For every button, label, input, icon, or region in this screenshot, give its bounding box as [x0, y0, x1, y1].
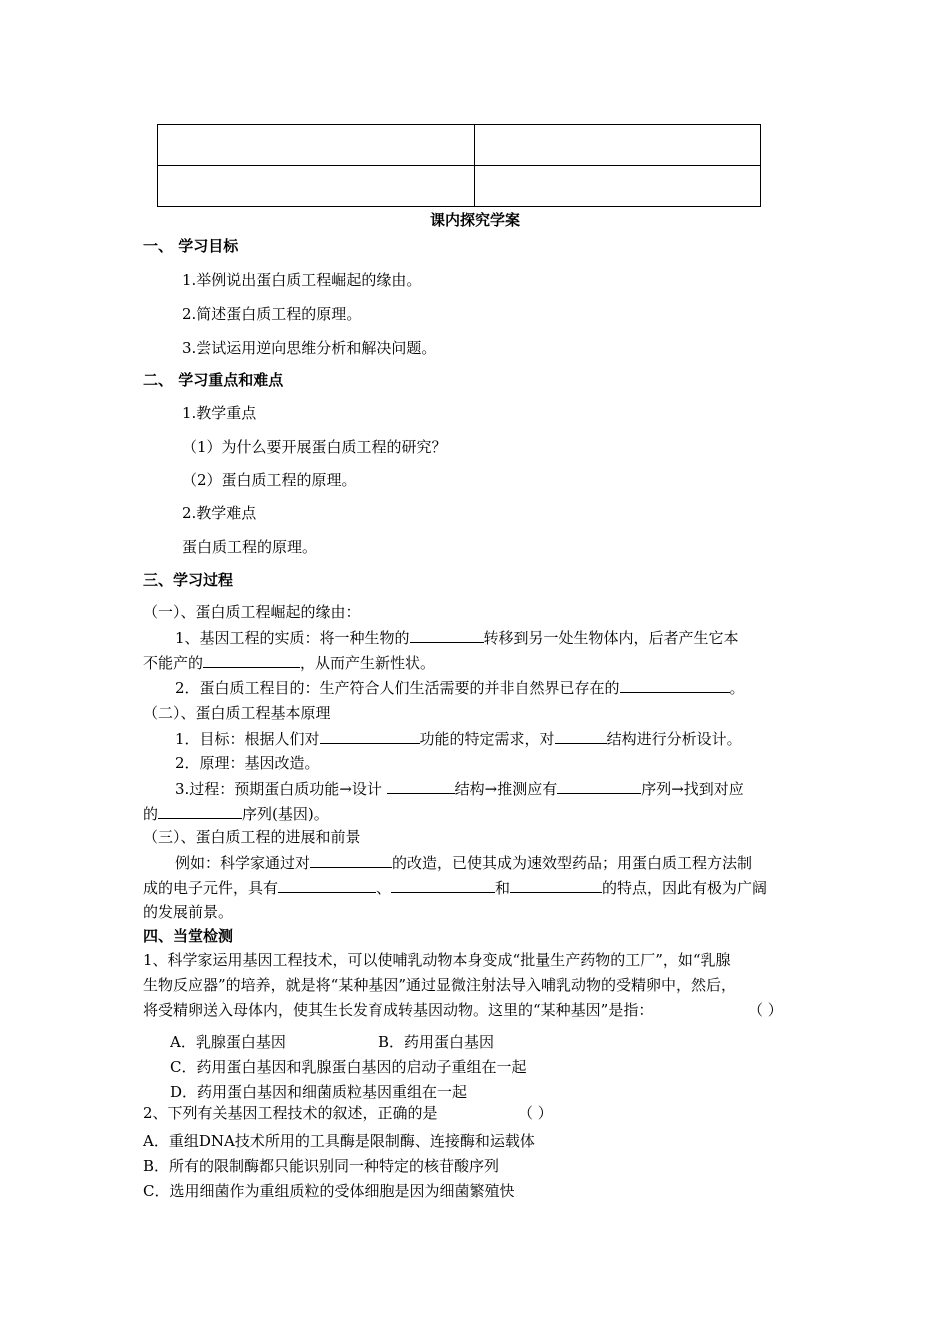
- fill-in-line: 3.过程：预期蛋白质功能→设计 结构→推测应有 序列→找到对应: [175, 780, 744, 798]
- subsection-heading: （三）、蛋白质工程的进展和前景: [143, 828, 361, 846]
- answer-blank[interactable]: [310, 852, 392, 868]
- section-heading-goals: 一、 学习目标: [143, 237, 239, 255]
- section-heading-key-points: 二、 学习重点和难点: [143, 371, 284, 389]
- fill-in-line: 1、基因工程的实质：将一种生物的 转移到另一处生物体内，后者产生它本: [175, 629, 739, 647]
- fill-in-line: 的 序列(基因)。: [143, 805, 329, 823]
- paragraph-line: 的发展前景。: [143, 903, 234, 921]
- goal-item: 1.举例说出蛋白质工程崛起的缘由。: [182, 271, 422, 289]
- header-table: [157, 124, 761, 207]
- option-b: B．所有的限制酶都只能识别同一种特定的核苷酸序列: [143, 1157, 500, 1175]
- option-a: A．乳腺蛋白基因: [170, 1033, 286, 1051]
- fill-in-line: 1．目标：根据人们对 功能的特定需求，对 结构进行分析设计。: [175, 730, 742, 748]
- question-text: 2、下列有关基因工程技术的叙述，正确的是: [143, 1104, 438, 1122]
- answer-bracket[interactable]: （ ）: [518, 1104, 553, 1122]
- answer-blank[interactable]: [555, 728, 607, 744]
- option-d: D．药用蛋白基因和细菌质粒基因重组在一起: [170, 1083, 468, 1101]
- page-title: 课内探究学案: [429, 211, 520, 229]
- subsection-heading: （一）、蛋白质工程崛起的缘由：: [143, 603, 361, 621]
- question-text: 将受精卵送入母体内，使其生长发育成转基因动物。这里的“某种基因”是指：: [143, 1001, 654, 1019]
- fill-in-line: 例如：科学家通过对 的改造，已使其成为速效型药品；用蛋白质工程方法制: [175, 854, 753, 872]
- fill-in-line: 不能产的 ，从而产生新性状。: [143, 654, 436, 672]
- difficulty-label: 2.教学难点: [182, 504, 257, 522]
- answer-blank[interactable]: [278, 877, 376, 893]
- answer-blank[interactable]: [410, 627, 484, 643]
- table-cell: [158, 125, 475, 166]
- goal-item: 2.简述蛋白质工程的原理。: [182, 305, 362, 323]
- answer-blank[interactable]: [557, 778, 641, 794]
- answer-bracket[interactable]: （ ）: [748, 1001, 783, 1019]
- section-heading-process: 三、学习过程: [143, 571, 234, 589]
- table-cell: [475, 125, 761, 166]
- section-heading-quiz: 四、当堂检测: [143, 927, 234, 945]
- question-text: 1、科学家运用基因工程技术，可以使哺乳动物本身变成“批量生产药物的工厂”，如“乳腺: [143, 951, 731, 969]
- fill-in-line: 成的电子元件，具有 、 和 的特点，因此有极为广阔: [143, 879, 768, 897]
- table-cell: [158, 166, 475, 207]
- key-point-label: 1.教学重点: [182, 404, 257, 422]
- fill-in-line: 2．蛋白质工程目的：生产符合人们生活需要的并非自然界已存在的 。: [175, 679, 745, 697]
- answer-blank[interactable]: [387, 778, 455, 794]
- answer-blank[interactable]: [320, 728, 420, 744]
- answer-blank[interactable]: [620, 677, 730, 693]
- answer-blank[interactable]: [510, 877, 602, 893]
- principle-line: 2．原理：基因改造。: [175, 754, 320, 772]
- answer-blank[interactable]: [391, 877, 495, 893]
- key-point-item: （1）为什么要开展蛋白质工程的研究？: [182, 438, 447, 456]
- option-c: C．药用蛋白基因和乳腺蛋白基因的启动子重组在一起: [170, 1058, 527, 1076]
- goal-item: 3.尝试运用逆向思维分析和解决问题。: [182, 339, 437, 357]
- answer-blank[interactable]: [158, 803, 242, 819]
- option-a: A．重组DNA技术所用的工具酶是限制酶、连接酶和运载体: [143, 1132, 535, 1150]
- subsection-heading: （二）、蛋白质工程基本原理: [143, 704, 331, 722]
- option-b: B．药用蛋白基因: [378, 1033, 495, 1051]
- answer-blank[interactable]: [203, 652, 300, 668]
- question-text: 生物反应器”的培养，就是将“某种基因”通过显微注射法导入哺乳动物的受精卵中，然后，: [143, 976, 737, 994]
- difficulty-item: 蛋白质工程的原理。: [182, 538, 318, 556]
- option-c: C．选用细菌作为重组质粒的受体细胞是因为细菌繁殖快: [143, 1182, 515, 1200]
- table-row: [158, 166, 761, 207]
- key-point-item: （2）蛋白质工程的原理。: [182, 471, 357, 489]
- table-row: [158, 125, 761, 166]
- table-cell: [475, 166, 761, 207]
